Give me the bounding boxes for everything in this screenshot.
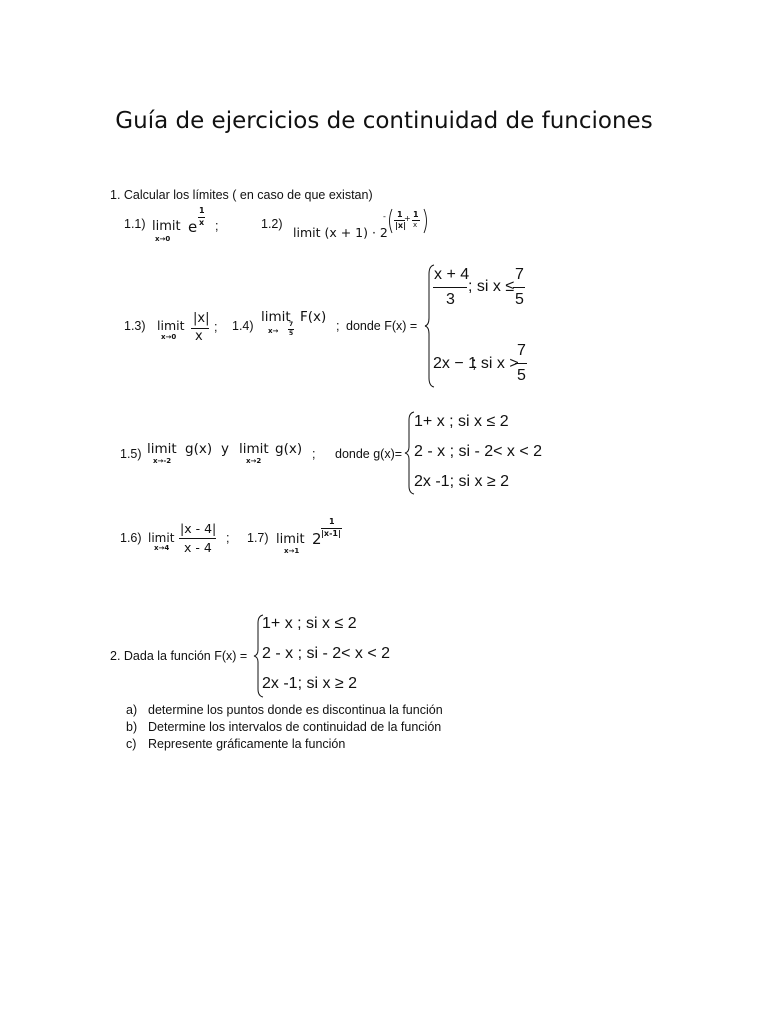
case-line-3: 2x -1; si x ≥ 2 (262, 675, 358, 692)
limit-subscript: x→1 (284, 547, 300, 555)
fraction-bar (179, 538, 216, 539)
list-marker: c) (126, 737, 137, 751)
exercise-label: 1.2) (261, 217, 283, 231)
conjunction-y: y (221, 441, 229, 457)
case1-condition: ; si x ≤ (468, 278, 515, 295)
list-item: Determine los intervalos de continuidad de la función (148, 720, 442, 734)
base-e: e (188, 218, 198, 236)
exponent-denominator-2: x (413, 221, 418, 229)
list-item: Represente gráficamente la función (148, 737, 346, 751)
section2-heading: 2. Dada la función F(x) = (110, 649, 248, 663)
donde-label: donde F(x) = (346, 319, 418, 333)
separator: ; (214, 320, 218, 334)
function-name-2: g(x) (275, 441, 303, 457)
limit-subscript: x→0 (161, 333, 177, 341)
limit-word: limit (148, 531, 175, 545)
limit-subscript-1: x→-2 (153, 457, 172, 465)
case-line-2: 2 - x ; si - 2< x < 2 (414, 443, 543, 460)
list-marker: a) (126, 703, 138, 717)
limit-expression: limit (x + 1) · 2 (293, 225, 388, 240)
limit-word: limit (261, 309, 291, 325)
case2-bound-fraction-bar (515, 363, 527, 364)
limit-subscript: x→ (268, 327, 279, 335)
case-line-2: 2 - x ; si - 2< x < 2 (262, 645, 391, 662)
subscript-denominator: 5 (289, 330, 294, 337)
exponent-denominator: |x-1| (321, 529, 341, 538)
exponent-numerator-2: 1 (413, 210, 419, 219)
case1-fraction-bar (433, 287, 467, 288)
separator: ; (215, 219, 219, 233)
exponent-denominator-1: |x| (395, 221, 407, 230)
case1-bound-numerator: 7 (515, 266, 524, 283)
function-name: F(x) (300, 309, 327, 325)
exercise-label: 1.4) (232, 319, 254, 333)
limit-word-1: limit (147, 441, 177, 457)
exponent-minus: - (383, 212, 386, 221)
exercise-label: 1.5) (120, 447, 142, 461)
exponent-numerator: 1 (199, 206, 205, 215)
case1-bound-denominator: 5 (515, 291, 524, 308)
exercise-label: 1.6) (120, 531, 142, 545)
fraction-denominator: x - 4 (184, 540, 212, 555)
limit-word: limit (157, 318, 185, 333)
case1-bound-fraction-bar (513, 287, 525, 288)
limit-word: limit (152, 219, 181, 234)
exercise-label: 1.7) (247, 531, 269, 545)
base-2: 2 (312, 530, 322, 548)
list-marker: b) (126, 720, 138, 734)
fraction-numerator: |x - 4| (180, 521, 217, 536)
fraction-numerator: |x| (193, 311, 210, 326)
section1-heading: 1. Calcular los límites ( en caso de que existan) (110, 188, 373, 202)
limit-word: limit (276, 532, 305, 547)
list-item: determine los puntos donde es discontinua la función (148, 703, 443, 717)
case2-condition: ; si x > (472, 355, 519, 372)
donde-label: donde g(x)= (335, 447, 403, 461)
case-line-1: 1+ x ; si x ≤ 2 (262, 615, 357, 632)
exercise-label: 1.3) (124, 319, 146, 333)
case-line-3: 2x -1; si x ≥ 2 (414, 473, 510, 490)
subscript-numerator: 7 (289, 321, 294, 328)
limit-word-2: limit (239, 441, 269, 457)
page-title: Guía de ejercicios de continuidad de funciones (115, 108, 653, 134)
case1-denominator: 3 (446, 291, 455, 308)
case2-bound-numerator: 7 (517, 342, 526, 359)
separator: ; (312, 447, 316, 461)
separator: ; (336, 319, 340, 333)
case2-expression: 2x − 1 (433, 355, 478, 372)
function-name-1: g(x) (185, 441, 213, 457)
fraction-denominator: x (195, 329, 203, 344)
exercise-label: 1.1) (124, 217, 146, 231)
limit-subscript: x→0 (155, 235, 171, 243)
case2-bound-denominator: 5 (517, 367, 526, 384)
separator: ; (226, 531, 230, 545)
limit-subscript-2: x→2 (246, 457, 262, 465)
case-line-1: 1+ x ; si x ≤ 2 (414, 413, 509, 430)
limit-subscript: x→4 (154, 544, 170, 552)
exponent-numerator: 1 (329, 517, 335, 526)
exponent-numerator-1: 1 (397, 210, 403, 219)
exponent-denominator: x (199, 218, 205, 227)
case1-numerator: x + 4 (434, 266, 470, 283)
exponent-plus: + (404, 214, 411, 223)
